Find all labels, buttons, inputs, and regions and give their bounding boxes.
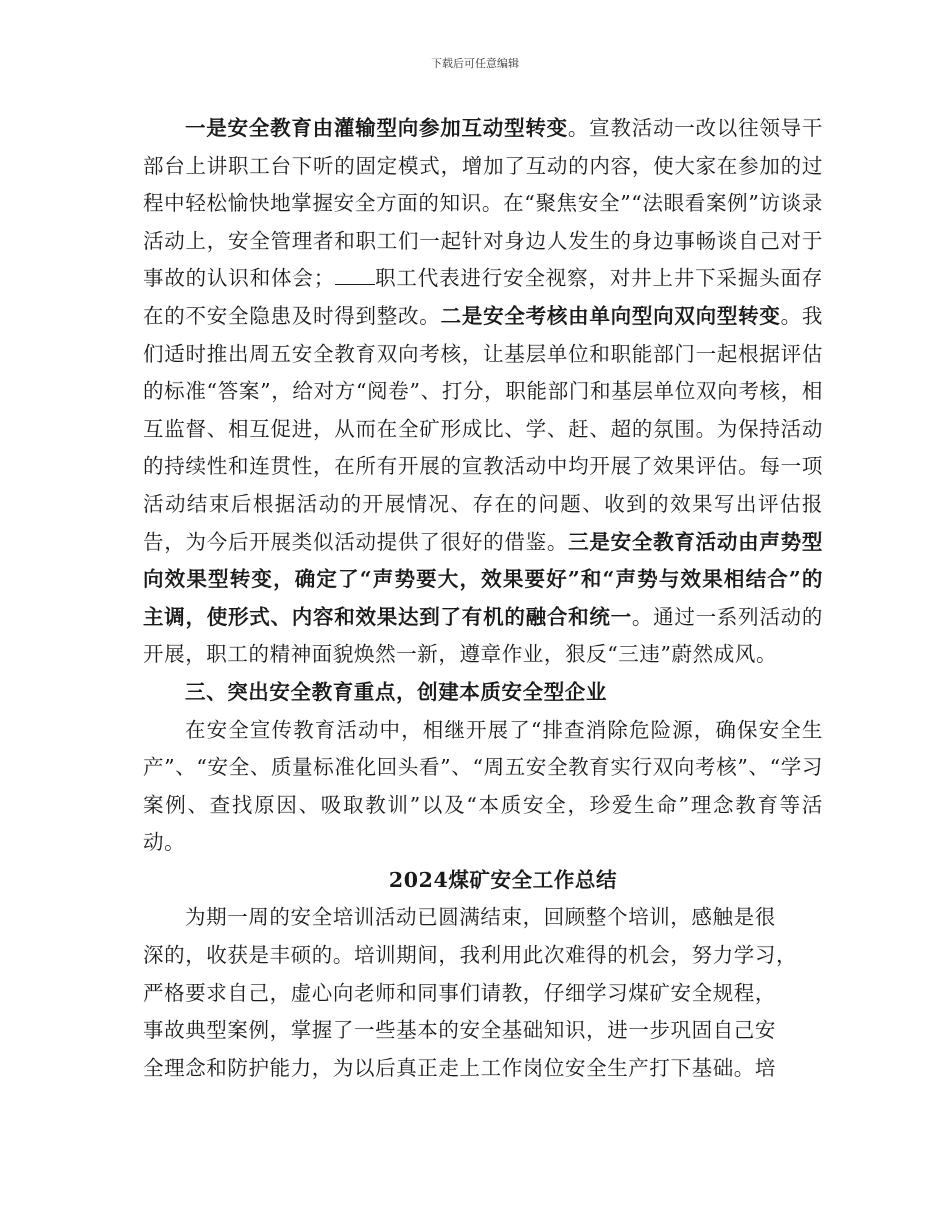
doc2-line: 严格要求自己，虚心向老师和同事们请教，仔细学习煤矿安全规程， xyxy=(143,980,776,1005)
page-header: 下载后可任意编辑 xyxy=(431,57,519,70)
point-three-text: 。通过一系列活动的开展，职工的精神面貌焕然一新，遵章作业，狠反“三违”蔚然成风。 xyxy=(143,604,823,667)
section-three-heading-text: 三、突出安全教育重点，创建本质安全型企业 xyxy=(185,679,607,704)
doc2-line: 为期一周的安全培训活动已圆满结束，回顾整个培训，感触是很 xyxy=(185,905,776,930)
point-two-heading: 二是安全考核由单向型向双向型转变 xyxy=(440,303,781,328)
point-one-heading: 一是安全教育由灌输型向参加互动型转变 xyxy=(185,116,568,140)
doc2-line: 全理念和防护能力，为以后真正走上工作岗位安全生产打下基础。培 xyxy=(143,1055,776,1080)
doc2-line: 事故典型案例，掌握了一些基本的安全基础知识，进一步巩固自己安 xyxy=(143,1018,776,1043)
document-body xyxy=(143,110,823,1087)
doc2-line: 深的，收获是丰硕的。培训期间，我利用此次难得的机会，努力学习， xyxy=(143,943,798,968)
blank-underline xyxy=(335,264,375,285)
point-two-text: 。我们适时推出周五安全教育双向考核，让基层单位和职能部门一起根据评估的标准“答案”，给对方“阅卷”、打分，职能部门和基层单位双向考核，相互监督、相互促进，从而在全矿形成比、学、赶、超的氛围。为保持活动的持续性和连贯性，在所有开展的宣教活动中均开展了效果评估。每一项活动结束后根据活动的开展情况、存在的问题、收到的效果写出评估报告，为今后开展类似活动提供了很好的借鉴。 xyxy=(143,303,823,554)
point-one-text: 。宣教活动一改以往领导干部台上讲职工台下听的固定模式，增加了互动的内容，使大家在参加的过程中轻松愉快地掌握安全方面的知识。在“聚焦安全”“法眼看案例”访谈录活动上，安全管理者和职工们一起针对身边人发生的身边事畅谈自己对于事故的认识和体会； xyxy=(143,116,823,291)
point-three-heading: 三是安全教育活动由声势型向效果型转变，确定了“声势要大，效果要好”和“声势与效果相结合”的主调，使形式、内容和效果达到了有机的融合和统一 xyxy=(143,529,823,629)
document-two-body xyxy=(143,899,823,1087)
document-two-title: 2024煤矿安全工作总结 xyxy=(388,867,618,892)
section-three-body: 在安全宣传教育活动中，相继开展了“排查消除危险源，确保安全生产”、“安全、质量标准化回头看”、“周五安全教育实行双向考核”、“学习案例、查找原因、吸取教训”以及“本质安全，珍爱生命”理念教育等活动。 xyxy=(143,717,823,855)
paragraph-transformations xyxy=(143,110,823,674)
section-three-heading xyxy=(143,674,823,712)
point-one-text-cont: 职工代表进行安全视察，对井上井下采掘头面存在的不安全隐患及时得到整改。 xyxy=(143,266,823,328)
